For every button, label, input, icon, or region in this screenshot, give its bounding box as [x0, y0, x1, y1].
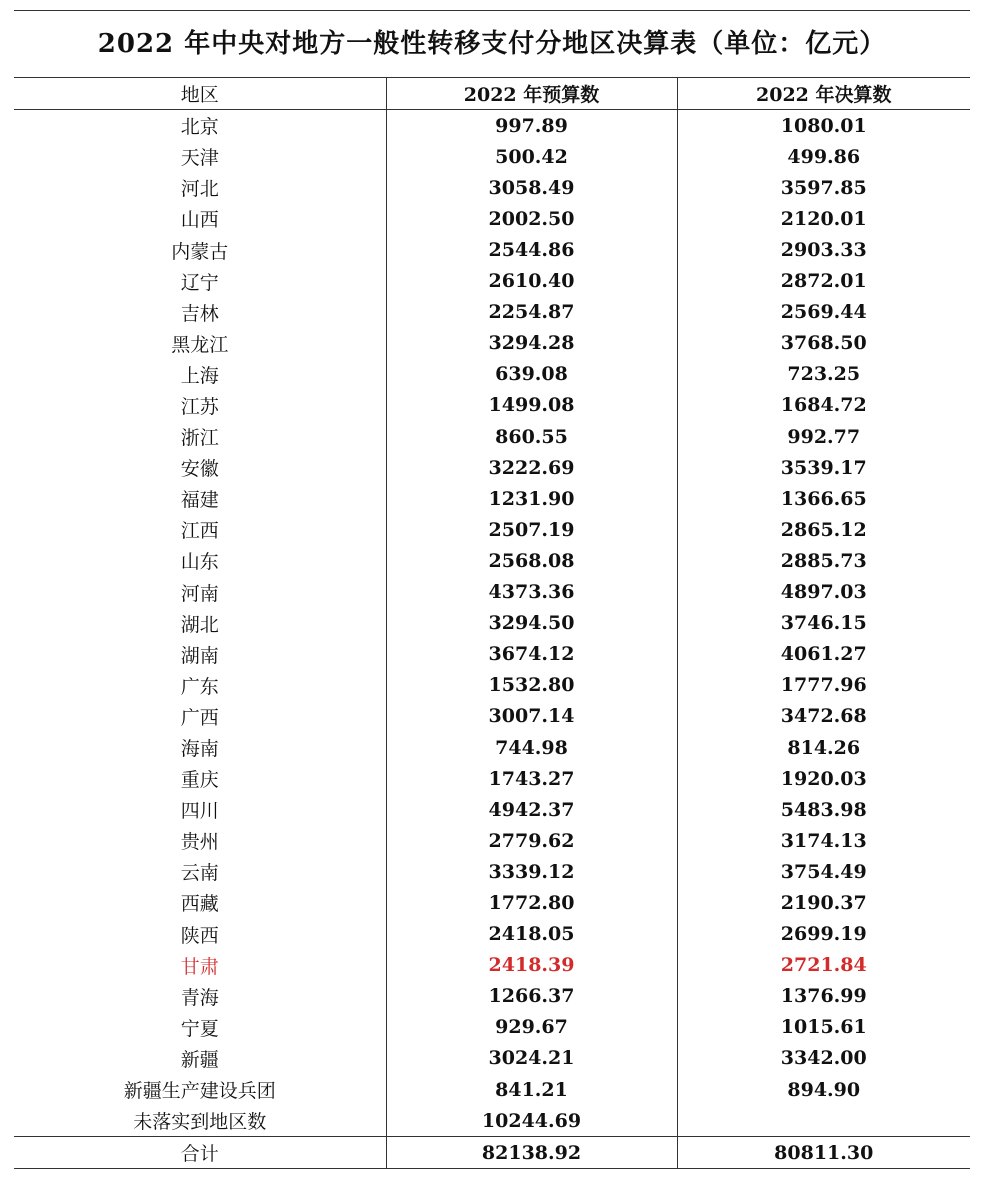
table-row [14, 545, 970, 576]
region-cell: 湖南 [180, 644, 219, 667]
budget-cell: 2418.39 [386, 950, 677, 981]
table-row [14, 608, 970, 639]
budget-cell: 3222.69 [386, 452, 677, 483]
budget-cell: 3294.28 [386, 328, 677, 359]
budget-cell: 2568.08 [386, 545, 677, 576]
final-cell: 2120.01 [780, 207, 867, 230]
region-cell: 河北 [180, 178, 219, 201]
region-cell: 海南 [180, 738, 219, 761]
table-row [14, 732, 970, 763]
final-cell: 1920.03 [780, 767, 867, 790]
region-cell: 广西 [180, 706, 219, 729]
table-row [14, 1074, 970, 1105]
final-cell: 814.26 [787, 736, 861, 759]
budget-cell: 2544.86 [386, 234, 677, 265]
table-row [14, 981, 970, 1012]
final-cell: 2865.12 [780, 518, 867, 541]
region-cell: 甘肃 [180, 955, 219, 978]
table-row [14, 328, 970, 359]
region-cell: 陕西 [180, 924, 219, 947]
final-cell: 723.25 [787, 363, 861, 386]
region-cell: 山西 [180, 209, 219, 232]
budget-cell: 2779.62 [386, 825, 677, 856]
table-row [14, 825, 970, 856]
final-cell: 2699.19 [780, 923, 867, 946]
final-cell: 499.86 [787, 145, 861, 168]
budget-cell: 997.89 [386, 110, 677, 142]
budget-cell: 2507.19 [386, 514, 677, 545]
budget-cell: 10244.69 [386, 1105, 677, 1137]
table-row [14, 577, 970, 608]
table-row [14, 452, 970, 483]
table-row [14, 421, 970, 452]
final-cell: 1366.65 [780, 487, 867, 510]
final-cell: 3754.49 [780, 860, 867, 883]
budget-cell: 1532.80 [386, 670, 677, 701]
table-row [14, 297, 970, 328]
table-row [14, 1105, 970, 1137]
table-row [14, 390, 970, 421]
table-title: 2022 年中央对地方一般性转移支付分地区决算表（单位：亿元） [14, 10, 970, 78]
table-row [14, 483, 970, 514]
table-row [14, 514, 970, 545]
table-row [14, 950, 970, 981]
region-cell: 山东 [180, 551, 219, 574]
budget-cell: 1499.08 [386, 390, 677, 421]
final-cell: 4897.03 [780, 581, 867, 604]
budget-cell: 4373.36 [386, 577, 677, 608]
final-cell: 3746.15 [780, 612, 867, 635]
region-cell: 上海 [180, 364, 219, 387]
table-row [14, 1043, 970, 1074]
table-row [14, 763, 970, 794]
final-cell: 2903.33 [780, 239, 867, 262]
table-row [14, 266, 970, 297]
region-cell: 西藏 [180, 893, 219, 916]
budget-cell: 3007.14 [386, 701, 677, 732]
budget-cell: 2610.40 [386, 266, 677, 297]
table-row [14, 110, 970, 142]
region-cell: 天津 [180, 147, 219, 170]
table-row [14, 701, 970, 732]
final-cell: 2190.37 [780, 891, 867, 914]
table-row [14, 919, 970, 950]
final-cell: 2721.84 [780, 954, 867, 977]
region-cell: 广东 [180, 675, 219, 698]
document-page [14, 10, 970, 1169]
budget-cell: 639.08 [386, 359, 677, 390]
region-cell: 宁夏 [180, 1017, 219, 1040]
final-cell: 3597.85 [780, 176, 867, 199]
table-row [14, 203, 970, 234]
region-cell: 黑龙江 [171, 333, 229, 356]
total-budget: 82138.92 [386, 1137, 677, 1169]
region-cell: 福建 [180, 489, 219, 512]
region-cell: 新疆 [180, 1048, 219, 1071]
region-cell: 江苏 [180, 395, 219, 418]
budget-cell: 929.67 [386, 1012, 677, 1043]
final-cell: 5483.98 [780, 798, 867, 821]
final-cell: 1684.72 [780, 394, 867, 417]
table-header-row [14, 78, 970, 110]
budget-cell: 3024.21 [386, 1043, 677, 1074]
header-final: 2022 年决算数 [677, 78, 970, 110]
region-cell: 青海 [180, 986, 219, 1009]
region-cell: 河南 [180, 582, 219, 605]
final-cell: 2569.44 [780, 301, 867, 324]
table-row [14, 639, 970, 670]
transfer-payment-table [14, 78, 970, 1169]
budget-cell: 3294.50 [386, 608, 677, 639]
total-row [14, 1137, 970, 1169]
budget-cell: 1743.27 [386, 763, 677, 794]
final-cell: 3768.50 [780, 332, 867, 355]
region-cell: 江西 [180, 520, 219, 543]
table-row [14, 887, 970, 918]
region-cell: 浙江 [180, 427, 219, 450]
region-cell: 安徽 [180, 458, 219, 481]
budget-cell: 500.42 [386, 141, 677, 172]
table-body [14, 110, 970, 1137]
region-cell: 吉林 [180, 302, 219, 325]
header-region: 地区 [14, 78, 386, 110]
table-row [14, 234, 970, 265]
region-cell: 内蒙古 [171, 240, 229, 263]
region-cell: 辽宁 [180, 271, 219, 294]
budget-cell: 3339.12 [386, 856, 677, 887]
budget-cell: 1772.80 [386, 887, 677, 918]
region-cell: 云南 [180, 862, 219, 885]
table-row [14, 172, 970, 203]
final-cell: 4061.27 [780, 643, 867, 666]
budget-cell: 3674.12 [386, 639, 677, 670]
total-label: 合计 [14, 1137, 386, 1169]
final-cell [677, 1105, 970, 1137]
table-row [14, 359, 970, 390]
table-row [14, 794, 970, 825]
final-cell: 3174.13 [780, 829, 867, 852]
region-cell: 未落实到地区数 [133, 1111, 267, 1134]
region-cell: 新疆生产建设兵团 [123, 1080, 276, 1103]
total-final: 80811.30 [677, 1137, 970, 1169]
table-row [14, 1012, 970, 1043]
budget-cell: 744.98 [386, 732, 677, 763]
final-cell: 2872.01 [780, 270, 867, 293]
table-row [14, 856, 970, 887]
region-cell: 北京 [180, 116, 219, 139]
table-row [14, 670, 970, 701]
budget-cell: 4942.37 [386, 794, 677, 825]
final-cell: 2885.73 [780, 549, 867, 572]
budget-cell: 860.55 [386, 421, 677, 452]
budget-cell: 1231.90 [386, 483, 677, 514]
final-cell: 3472.68 [780, 705, 867, 728]
final-cell: 894.90 [787, 1078, 861, 1101]
budget-cell: 1266.37 [386, 981, 677, 1012]
budget-cell: 3058.49 [386, 172, 677, 203]
budget-cell: 841.21 [386, 1074, 677, 1105]
header-budget: 2022 年预算数 [386, 78, 677, 110]
final-cell: 3539.17 [780, 456, 867, 479]
budget-cell: 2002.50 [386, 203, 677, 234]
final-cell: 3342.00 [780, 1047, 867, 1070]
region-cell: 湖北 [180, 613, 219, 636]
final-cell: 1015.61 [780, 1016, 867, 1039]
final-cell: 1376.99 [780, 985, 867, 1008]
budget-cell: 2418.05 [386, 919, 677, 950]
region-cell: 贵州 [180, 831, 219, 854]
region-cell: 四川 [180, 800, 219, 823]
final-cell: 1777.96 [780, 674, 867, 697]
region-cell: 重庆 [180, 769, 219, 792]
budget-cell: 2254.87 [386, 297, 677, 328]
table-row [14, 141, 970, 172]
final-cell: 992.77 [787, 425, 861, 448]
final-cell: 1080.01 [780, 114, 867, 137]
